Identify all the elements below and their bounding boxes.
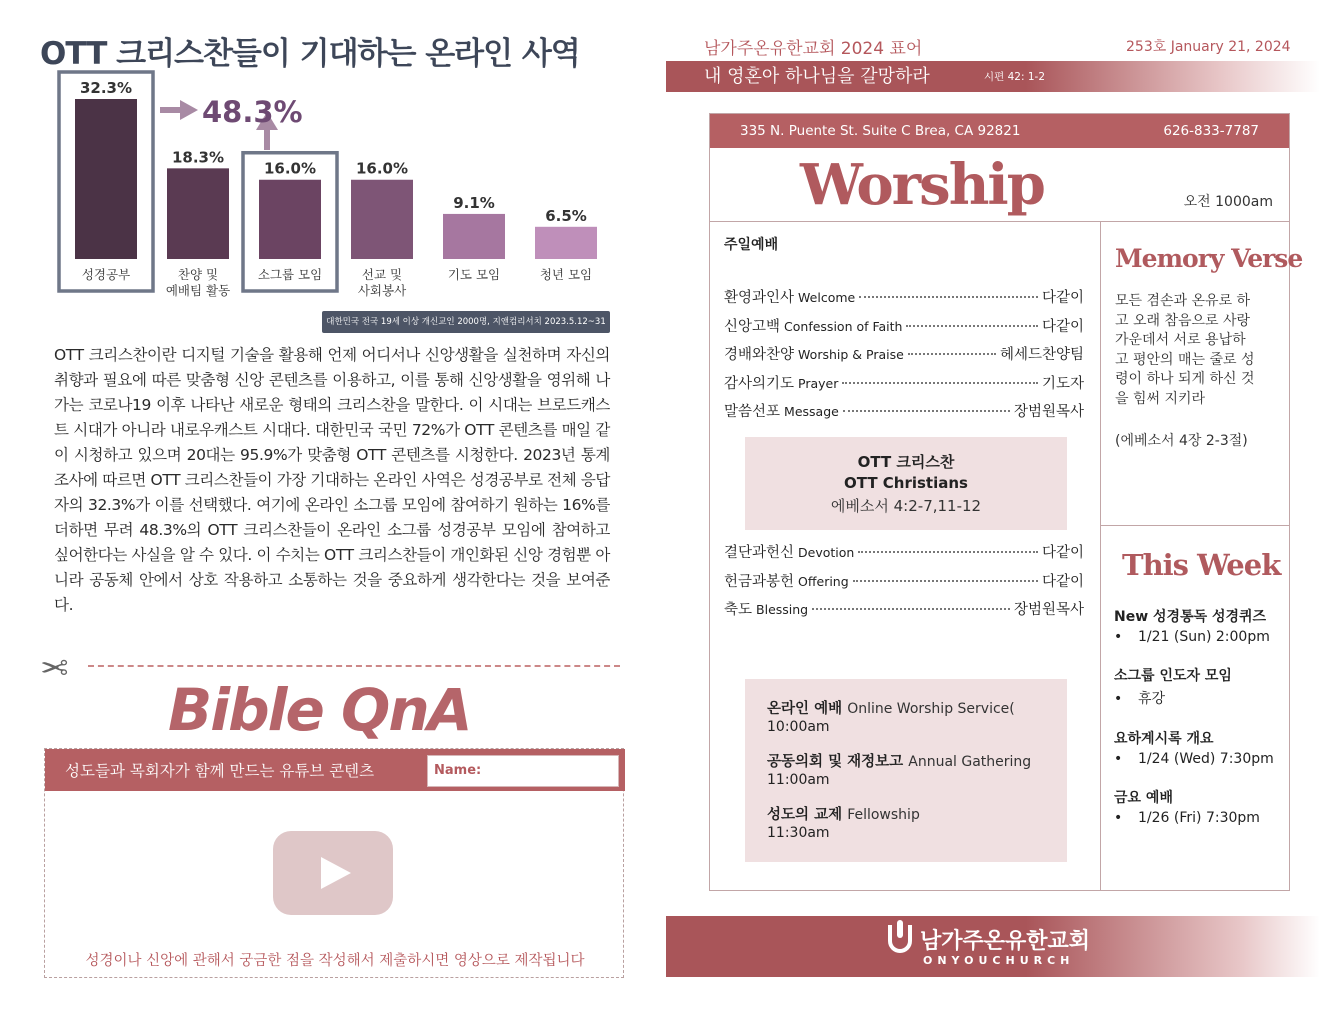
order-item-ko: 헌금과봉헌 [724, 573, 795, 590]
order-item-en: Welcome [798, 290, 856, 305]
theme-reference: 시편 42: 1-2 [984, 71, 1046, 83]
event-name-en: Annual Gathering [908, 754, 1032, 770]
dot-leader [859, 296, 1038, 298]
this-week-heading: 소그룹 인도자 모임 [1114, 668, 1232, 684]
theme-bar [666, 61, 1320, 92]
chart-source: 대한민국 전국 19세 이상 개신교인 2000명, 지앤컴리서치 2023.5.12~31 [322, 311, 610, 333]
youtube-play-icon[interactable] [273, 831, 393, 915]
memory-verse-text: 모든 겸손과 온유로 하고 오래 참음으로 사랑 가운데서 서로 용납하고 평안의 매는 줄로 성령이 하나 되게 하신 것을 힘써 지키라 [1115, 293, 1255, 407]
order-item-leader: 다같이 [1041, 290, 1084, 306]
memory-verse-reference: (에베소서 4장 2-3절) [1115, 433, 1248, 449]
church-year-motto: 남가주온유한교회 2024 표어 [704, 39, 923, 59]
combined-percentage: 48.3% [202, 95, 303, 129]
address-bar [710, 114, 1289, 148]
bar-category-label: 사회봉사 [357, 283, 407, 298]
bullet: • [1114, 751, 1123, 767]
order-item-ko: 결단과헌신 [724, 545, 795, 561]
order-item-ko: 축도 [724, 602, 753, 618]
order-item-leader: 장범원목사 [1013, 602, 1084, 618]
qna-form [44, 748, 624, 978]
play-triangle-icon [321, 857, 351, 889]
dot-leader [906, 325, 1037, 327]
dot-leader [858, 551, 1038, 553]
bar-category-label: 찬양 및 [177, 267, 219, 282]
church-logo-icon [888, 925, 912, 953]
service-heading: 주일예배 [724, 237, 779, 253]
event-time: 11:30am [767, 825, 830, 841]
order-item-en: Offering [798, 573, 849, 589]
this-week-detail: 휴강 [1138, 691, 1166, 707]
bullet: • [1114, 810, 1123, 826]
footer-bar [666, 916, 1320, 977]
chart-bar [259, 180, 321, 259]
chart-title: OTT 크리스찬들이 기대하는 온라인 사역 [40, 36, 580, 72]
this-week-detail-row [1114, 688, 1286, 708]
sermon-title-ko: OTT 크리스찬 [857, 453, 955, 471]
this-week-item [1114, 665, 1286, 708]
this-week-list [1114, 606, 1286, 846]
order-item-ko: 말씀선포 [724, 404, 781, 420]
dot-leader [842, 382, 1038, 384]
order-item [724, 400, 1084, 429]
this-week-detail: 1/24 (Wed) 7:30pm [1138, 751, 1274, 767]
order-item-leader: 다같이 [1041, 318, 1084, 335]
dot-leader [908, 353, 996, 355]
divider [1100, 221, 1101, 890]
arrow-right-icon [180, 100, 198, 120]
bar-chart [40, 70, 620, 302]
footer-church-name: 남가주온유한교회 [920, 929, 1091, 954]
order-item-en: Blessing [756, 602, 809, 617]
worship-time: 오전 1000am [1183, 194, 1273, 210]
order-item-leader: 기도자 [1041, 375, 1084, 392]
qna-title: Bible QnA [168, 676, 471, 744]
this-week-item [1114, 606, 1286, 645]
chart-bar [75, 99, 137, 259]
event-time: 10:00am [767, 719, 830, 735]
chart-bar [167, 168, 229, 259]
divider [710, 221, 1289, 222]
bar-category-label: 성경공부 [81, 267, 131, 282]
order-item-en: Message [784, 404, 839, 419]
order-item [724, 598, 1084, 627]
bar-category-label: 청년 모임 [539, 267, 593, 282]
order-item-ko: 감사의기도 [724, 375, 795, 392]
chart-bar [443, 214, 505, 259]
this-week-detail-row [1114, 810, 1286, 826]
article-body: OTT 크리스찬이란 디지털 기술을 활용해 언제 어디서나 신앙생활을 실천하며 자신의 취향과 필요에 따른 맞춤형 신앙 콘텐츠를 이용하고, 이를 통해 신앙생활을 영위해 나가는 코로나19 이후 나타난 새로운 형태의 크리스찬을 말한다. 이 시대는 브로드캐스트 시대가 아니라 내로우캐스트 시대다. 대한민국 국민 72%가 OTT 콘텐츠를 매일 같이 시청하고 있으며 20대는 95.9%가 맞춤형 OTT 콘텐츠를 시청한다. 2023년 통계 조사에 따르면 OTT 크리스찬들이 가장 기대하는 온라인 사역은 성경공부로 전체 응답자의 32.3%가 이를 선택했다. 여기에 온라인 소그룹 모임에 참여하기 원하는 16%를 더하면 무려 48.3%의 OTT 크리스찬들이 온라인 소그룹 성경공부 모임에 참여하고 싶어한다는 사실을 알 수 있다. 이 수치는 OTT 크리스찬들이 개인화된 신앙 경험뿐 아니라 공동체 안에서 상호 작용하고 소통하는 것을 중요하게 생각한다는 것을 보여준다. [54, 346, 610, 614]
bullet: • [1114, 629, 1123, 645]
bar-category-label: 예배팀 활동 [165, 283, 231, 298]
church-address: 335 N. Puente St. Suite C Brea, CA 92821 [740, 123, 1021, 139]
order-item-en: Prayer [798, 375, 839, 391]
chart-bar [535, 227, 597, 259]
order-item [724, 315, 1084, 344]
event-item [767, 697, 1067, 736]
sermon-title-en: OTT Christians [844, 474, 968, 492]
dot-leader [812, 608, 1010, 610]
order-item-ko: 경배와찬양 [724, 347, 795, 363]
event-time: 11:00am [767, 772, 830, 788]
qna-footer-text: 성경이나 신앙에 관해서 궁금한 점을 작성해서 제출하시면 영상으로 제작됩니다 [85, 953, 585, 969]
event-name-ko: 성도의 교제 [767, 807, 843, 823]
sermon-box [745, 437, 1067, 530]
order-of-worship [724, 286, 1084, 429]
bar-value-label: 18.3% [171, 148, 225, 167]
order-item-en: Confession of Faith [784, 318, 903, 334]
order-item-leader: 다같이 [1041, 545, 1084, 561]
order-item [724, 541, 1084, 570]
bar-value-label: 16.0% [263, 159, 317, 178]
right-page [660, 0, 1320, 1020]
dot-leader [853, 580, 1038, 582]
this-week-detail: 1/21 (Sun) 2:00pm [1138, 629, 1270, 645]
bulletin-frame [709, 113, 1303, 891]
scissors-icon: ✂ [40, 646, 69, 686]
order-item [724, 372, 1084, 401]
memory-verse-title: Memory Verse [1115, 244, 1303, 273]
this-week-heading: 금요 예배 [1114, 790, 1173, 806]
qna-header-text: 성도들과 목회자가 함께 만드는 유튜브 콘텐츠 [65, 762, 375, 780]
theme-text: 내 영혼아 하나님을 갈망하라 [704, 66, 930, 87]
order-item [724, 286, 1084, 315]
this-week-item [1114, 787, 1286, 826]
issue-date: 253호 January 21, 2024 [1126, 39, 1291, 55]
dashed-divider [88, 665, 620, 667]
order-item-leader: 장범원목사 [1013, 404, 1084, 420]
order-item [724, 343, 1084, 372]
event-name-en: Fellowship [847, 807, 920, 823]
events-box [745, 679, 1067, 862]
divider [1100, 525, 1289, 526]
event-item [767, 803, 1067, 842]
event-item [767, 750, 1067, 789]
order-item-en: Devotion [798, 545, 855, 560]
bar-value-label: 32.3% [79, 79, 133, 97]
bar-category-label: 기도 모임 [447, 267, 501, 282]
order-item-leader: 헤세드찬양팀 [999, 347, 1084, 363]
church-phone: 626-833-7787 [1163, 123, 1259, 139]
event-name-ko: 공동의회 및 재정보고 [767, 754, 904, 770]
bar-category-label: 선교 및 [361, 267, 403, 282]
this-week-title: This Week [1122, 548, 1281, 582]
footer-church-name-en: ONYOUCHURCH [923, 954, 1075, 967]
order-item-ko: 환영과인사 [724, 290, 795, 306]
order-item-ko: 신앙고백 [724, 318, 781, 335]
bar-category-label: 소그룹 모임 [257, 267, 323, 282]
this-week-heading: New 성경통독 성경퀴즈 [1114, 609, 1267, 625]
event-name-ko: 온라인 예배 [767, 701, 843, 717]
this-week-item [1114, 728, 1286, 767]
this-week-detail-row [1114, 751, 1286, 767]
worship-title: Worship [800, 152, 1044, 218]
this-week-detail-row [1114, 629, 1286, 645]
qna-header-bar [45, 749, 625, 791]
order-item-leader: 다같이 [1041, 573, 1084, 590]
sermon-scripture: 에베소서 4:2-7,11-12 [830, 497, 982, 515]
bar-value-label: 9.1% [453, 193, 495, 212]
order-of-worship-closing [724, 541, 1084, 627]
this-week-detail: 1/26 (Fri) 7:30pm [1138, 810, 1260, 826]
bar-value-label: 16.0% [355, 159, 409, 178]
bar-value-label: 6.5% [545, 206, 587, 225]
order-item [724, 570, 1084, 599]
dot-leader [843, 410, 1010, 412]
order-item-en: Worship & Praise [798, 347, 904, 362]
name-field[interactable]: Name: [427, 755, 619, 787]
bullet: • [1114, 691, 1123, 707]
this-week-heading: 요하계시록 개요 [1114, 731, 1214, 747]
chart-bar [351, 180, 413, 259]
event-name-en: Online Worship Service( [847, 701, 1015, 717]
